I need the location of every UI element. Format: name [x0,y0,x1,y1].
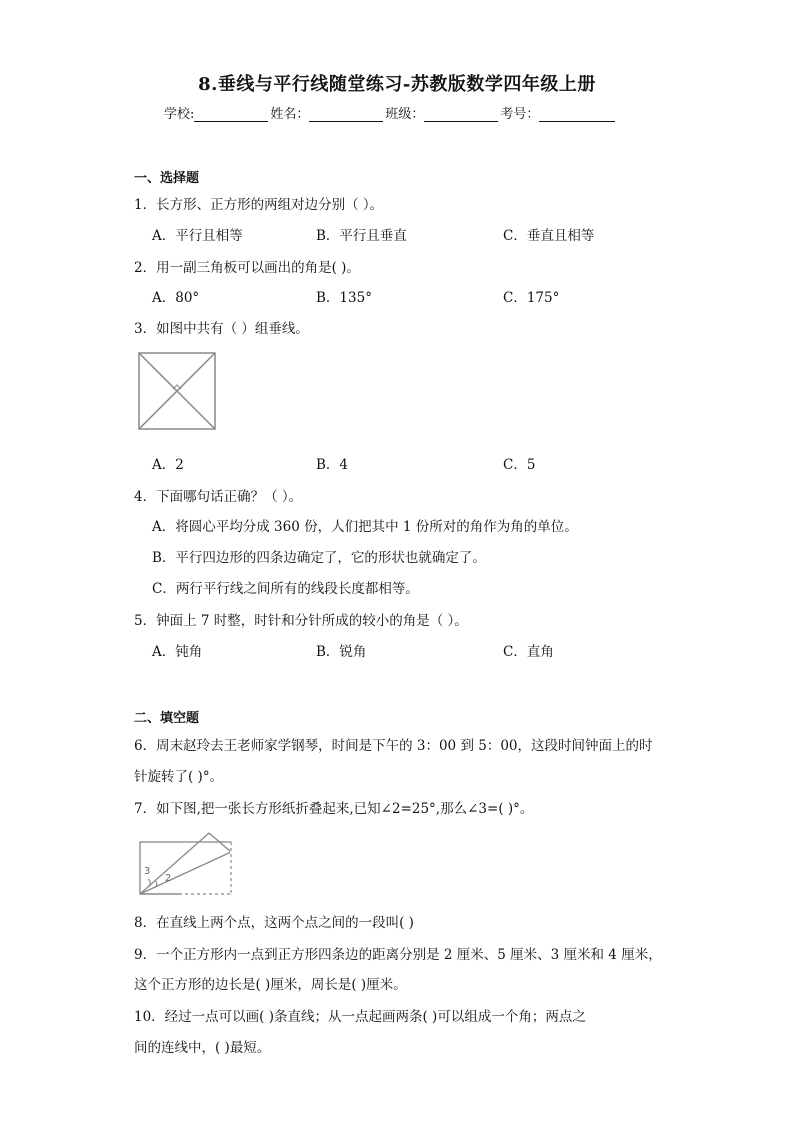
question-10-line2: 间的连线中，( )最短。 [134,1040,271,1056]
q4-option-b[interactable]: B．平行四边形的四条边确定了，它的形状也就确定了。 [152,550,486,566]
question-3: 3．如图中共有（ ）组垂线。 [134,321,309,337]
angle-3-label: 3 [144,866,151,877]
q2-option-c[interactable]: C．175° [503,290,560,306]
class-label: 班级： [385,107,425,122]
question-6-line1: 6．周末赵玲去王老师家学钢琴，时间是下午的 3：00 到 5：00，这段时间钟面上的时 [134,738,653,754]
q1-option-c[interactable]: C．垂直且相等 [503,228,595,244]
question-4: 4．下面哪句话正确？（ ）。 [134,489,303,505]
q5-option-b[interactable]: B．锐角 [316,644,367,660]
q4-option-c[interactable]: C．两行平行线之间所有的线段长度都相等。 [152,581,419,597]
q7-folded-paper-figure [139,832,234,898]
section-choice-heading: 一、选择题 [134,171,200,186]
name-blank[interactable] [309,107,383,122]
q1-option-a[interactable]: A．平行且相等 [152,228,243,244]
q1-option-b[interactable]: B．平行且垂直 [316,228,407,244]
q4-option-a[interactable]: A．将圆心平均分成 360 份，人们把其中 1 份所对的角作为角的单位。 [152,519,578,535]
name-label: 姓名： [270,107,310,122]
q2-option-a[interactable]: A．80° [152,290,200,306]
q3-option-b[interactable]: B．4 [316,457,349,473]
q2-option-b[interactable]: B．135° [316,290,372,306]
question-8: 8．在直线上两个点，这两个点之间的一段叫( ) [134,915,414,931]
question-9-line1: 9．一个正方形内一点到正方形四条边的距离分别是 2 厘米、5 厘米、3 厘米和 4 厘米， [134,947,662,963]
angle-2-label: 2 [165,873,172,884]
q3-option-a[interactable]: A．2 [152,457,184,473]
section-fill-heading: 二、填空题 [134,711,200,726]
exam-number-label: 考号： [500,107,540,122]
question-9-line2: 这个正方形的边长是( )厘米，周长是( )厘米。 [134,977,407,993]
student-info-row [164,103,617,122]
question-7: 7．如下图,把一张长方形纸折叠起来,已知∠2=25°,那么∠3=( )°。 [134,801,534,817]
school-label: 学校: [164,107,195,122]
school-blank[interactable] [194,107,268,122]
page-title: 8.垂线与平行线随堂练习-苏教版数学四年级上册 [198,74,596,95]
question-6-line2: 针旋转了( )°。 [134,769,224,785]
q5-option-a[interactable]: A．钝角 [152,644,203,660]
question-10-line1: 10．经过一点可以画( )条直线；从一点起画两条( )可以组成一个角；两点之 [134,1009,586,1025]
question-5: 5．钟面上 7 时整，时针和分针所成的较小的角是（ ）。 [134,613,468,629]
exam-number-blank[interactable] [539,107,615,122]
q3-figure-square-diagonals [138,352,216,430]
q5-option-c[interactable]: C．直角 [503,644,554,660]
question-2: 2．用一副三角板可以画出的角是( )。 [134,260,360,276]
question-1: 1．长方形、正方形的两组对边分别（ ）。 [134,197,384,213]
class-blank[interactable] [424,107,498,122]
q3-option-c[interactable]: C．5 [503,457,536,473]
